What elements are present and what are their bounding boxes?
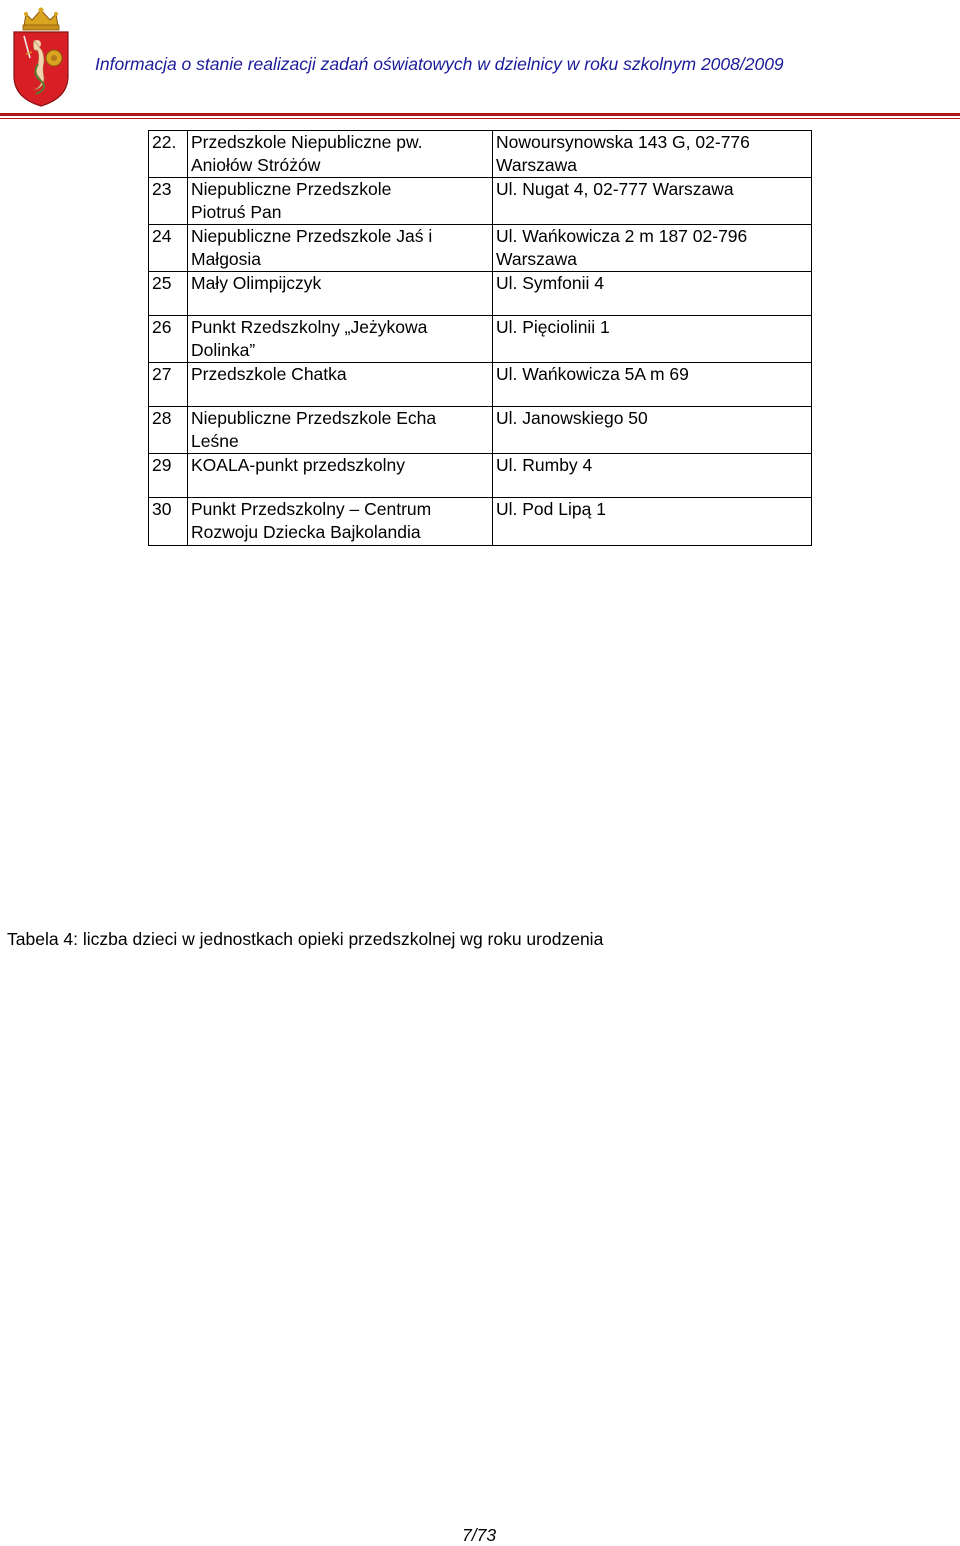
address-cell	[493, 363, 812, 407]
table-row	[149, 498, 812, 546]
institution-name-line: Rozwoju Dziecka Bajkolandia	[191, 522, 421, 542]
institution-name-cell	[188, 363, 493, 407]
address-line: Nowoursynowska 143 G, 02-776	[496, 132, 750, 152]
institution-name-line: Leśne	[191, 431, 239, 451]
table-body	[149, 131, 812, 546]
institution-name-cell	[188, 272, 493, 316]
row-number-cell: 30	[149, 498, 188, 546]
institution-name-line: Przedszkole Niepubliczne pw.	[191, 132, 423, 152]
address-cell	[493, 225, 812, 272]
table-row	[149, 225, 812, 272]
page-number: 7/73	[462, 1525, 497, 1545]
address-line: Warszawa	[496, 155, 578, 175]
institution-name-line: Niepubliczne Przedszkole Jaś i	[191, 226, 433, 246]
address-cell	[493, 498, 812, 546]
institution-name-cell	[188, 454, 493, 498]
institution-name-line: KOALA-punkt przedszkolny	[191, 455, 405, 475]
preschool-list-table	[148, 130, 812, 546]
institution-name-line: Punkt Przedszkolny – Centrum	[191, 499, 432, 519]
institution-name-line: Niepubliczne Przedszkole Echa	[191, 408, 437, 428]
address-cell	[493, 407, 812, 454]
institution-name-line: Niepubliczne Przedszkole	[191, 179, 392, 199]
header-divider-thin	[0, 118, 960, 119]
address-line: Ul. Nugat 4, 02-777 Warszawa	[496, 179, 734, 199]
address-cell	[493, 316, 812, 363]
institution-name-line: Przedszkole Chatka	[191, 364, 347, 384]
table-row	[149, 178, 812, 225]
table-row	[149, 316, 812, 363]
row-number-cell: 29	[149, 454, 188, 498]
header-divider	[0, 113, 960, 116]
address-line: Ul. Pięciolinii 1	[496, 317, 610, 337]
warsaw-coat-of-arms-icon	[10, 4, 72, 108]
row-number-cell: 23	[149, 178, 188, 225]
address-line: Warszawa	[496, 249, 578, 269]
institution-name-cell	[188, 225, 493, 272]
institution-name-line: Aniołów Stróżów	[191, 155, 321, 175]
institution-name-cell	[188, 316, 493, 363]
address-line: Ul. Symfonii 4	[496, 273, 604, 293]
row-number-cell: 26	[149, 316, 188, 363]
address-line: Ul. Rumby 4	[496, 455, 593, 475]
address-line: Ul. Wańkowicza 5A m 69	[496, 364, 689, 384]
address-line: Ul. Pod Lipą 1	[496, 499, 606, 519]
institution-name-cell	[188, 178, 493, 225]
institution-name-line: Małgosia	[191, 249, 262, 269]
institution-name-line: Piotruś Pan	[191, 202, 282, 222]
institution-name-line: Mały Olimpijczyk	[191, 273, 322, 293]
row-number-cell: 24	[149, 225, 188, 272]
institution-name-cell	[188, 407, 493, 454]
address-cell	[493, 272, 812, 316]
address-line: Ul. Janowskiego 50	[496, 408, 648, 428]
table-row	[149, 407, 812, 454]
address-line: Ul. Wańkowicza 2 m 187 02-796	[496, 226, 748, 246]
address-cell	[493, 131, 812, 178]
institution-name-cell	[188, 498, 493, 546]
document-header-title: Informacja o stanie realizacji zadań oświatowych w dzielnicy w roku szkolnym 2008/2009	[95, 54, 784, 74]
table-row	[149, 363, 812, 407]
row-number-cell: 27	[149, 363, 188, 407]
institution-name-line: Dolinka”	[191, 340, 256, 360]
table-row	[149, 272, 812, 316]
institution-name-line: Punkt Rzedszkolny „Jeżykowa	[191, 317, 428, 337]
row-number-cell: 25	[149, 272, 188, 316]
row-number-cell: 28	[149, 407, 188, 454]
table-row	[149, 131, 812, 178]
table-caption: Tabela 4: liczba dzieci w jednostkach opieki przedszkolnej wg roku urodzenia	[7, 929, 604, 949]
institution-name-cell	[188, 131, 493, 178]
address-cell	[493, 454, 812, 498]
row-number-cell: 22.	[149, 131, 188, 178]
table-row	[149, 454, 812, 498]
address-cell	[493, 178, 812, 225]
